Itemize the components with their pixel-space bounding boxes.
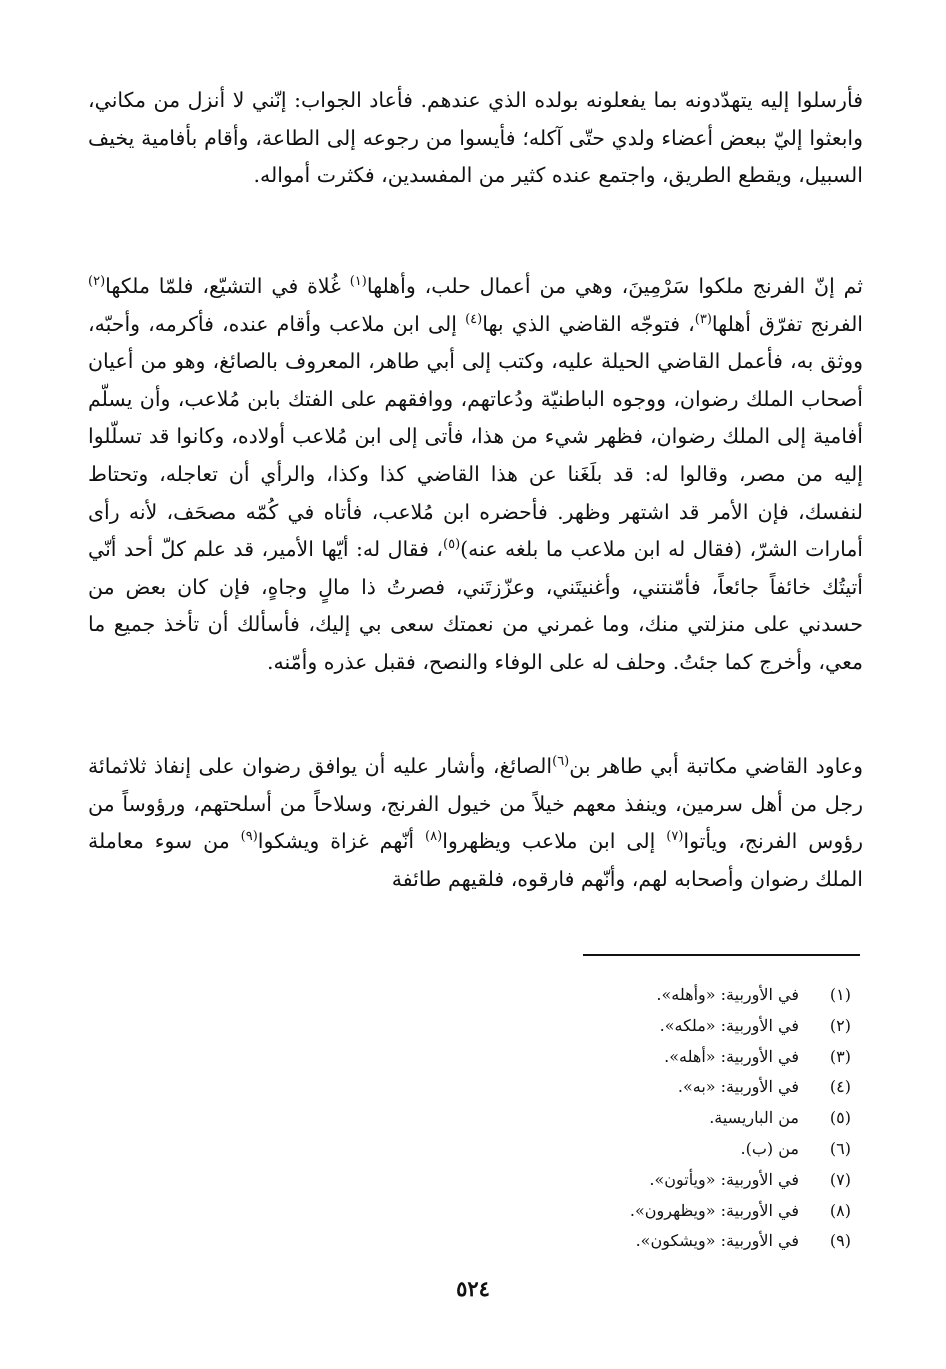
text-run: ، فتوجّه القاضي الذي بها	[482, 311, 695, 336]
footnote-text: في الأوربية: «ويشكون».	[635, 1231, 799, 1251]
paragraph-text	[88, 748, 863, 898]
text-run: إلى ابن ملاعب وأقام عنده، فأكرمه، وأحبّه، ووثق به، فأعمل القاضي الحيلة عليه، وكتب إلى أبي طاهر، المعروف بالصائغ، وهو من أعيان أصحاب الملك رضوان، ووجوه الباطنيّة ودُعاتهم، ووافقهم على الفتك بابن مُلاعب، وأن يسلّم أفامية إلى الملك رضوان، فظهر شيء من هذا، فأتى إلى ابن مُلاعب أولاده، وكانوا قد تسلّلوا إليه من مصر، وقالوا له: قد بلَغَنا عن هذا القاضي كذا وكذا، والرأي أن تعاجله، وتحتاط لنفسك، فإن الأمر قد اشتهر وظهر. فأحضره ابن مُلاعب، فأتاه في كُمّه مصحَف، لأنه رأى أمارات الشرّ، (فقال له ابن ملاعب ما بلغه عنه)	[88, 311, 863, 562]
footnote-marker: (٤)	[465, 311, 483, 327]
footnote-text: في الأوربية: «ملكه».	[659, 1015, 799, 1035]
paragraph-text	[88, 268, 863, 682]
text-run: الفرنج تفرّق أهلها	[711, 311, 864, 336]
footnote-number: (٥)	[829, 1108, 851, 1128]
footnote-number: (١)	[829, 985, 851, 1004]
footnote-item	[451, 1226, 851, 1257]
footnote-item	[451, 1196, 851, 1227]
body-paragraph-1	[88, 82, 863, 195]
footnote-item	[451, 980, 851, 1011]
footnote-text: في الأوربية: «ويظهرون».	[629, 1200, 799, 1220]
footnote-text: في الأوربية: «أهله».	[664, 1046, 799, 1066]
footnote-text: في الأوربية: «وأهله».	[656, 985, 799, 1004]
footnote-item	[451, 1134, 851, 1165]
text-run: أنّهم غزاة ويشكوا	[257, 829, 426, 854]
body-paragraph-3	[88, 748, 863, 898]
footnote-number: (٧)	[829, 1169, 851, 1189]
footnote-item	[451, 1103, 851, 1134]
text-run: ، فقال له: أيّها الأمير، قد علم كلّ أحد أنّي أتيتُك خائفاً جائعاً، فأمّنتني، وأغنيتَني، وعزّزتَني، فصرتُ ذا مالٍ وجاهٍ، فإن كان بعض من حسدني على منزلتي منك، وما غمرني من نعمتك سعى بي إليك، فأسألك أن تأخذ جميع ما معي، وأخرج كما جئتُ. وحلف له على الوفاء والنصح، فقبل عذره وأمّنه.	[88, 537, 863, 674]
footnote-number: (٣)	[829, 1046, 851, 1066]
footnote-text: في الأوربية: «ويأتون».	[649, 1169, 799, 1189]
footnotes-list	[451, 980, 851, 1257]
text-run: من سوء معاملة الملك رضوان وأصحابه لهم، وأنّهم فارقوه، فلقيهم طائفة	[88, 829, 863, 891]
footnote-marker: (٨)	[425, 829, 443, 845]
footnote-divider	[583, 954, 860, 956]
footnote-text: في الأوربية: «به».	[677, 1077, 799, 1097]
footnote-item	[451, 1072, 851, 1103]
footnote-number: (٤)	[829, 1077, 851, 1097]
footnote-marker: (٢)	[88, 274, 106, 290]
text-run: إلى ابن ملاعب ويظهروا	[442, 829, 667, 854]
footnote-marker: (٣)	[694, 311, 712, 327]
footnote-marker: (٥)	[443, 537, 461, 553]
footnote-item	[451, 1165, 851, 1196]
text-run: وعاود القاضي مكاتبة أبي طاهر بن	[569, 754, 864, 778]
footnote-number: (٩)	[829, 1231, 851, 1251]
footnote-number: (٢)	[829, 1015, 851, 1035]
text-run: غُلاة في التشيّع، فلمّا ملكها	[105, 274, 350, 298]
footnote-item	[451, 1011, 851, 1042]
text-run: فأرسلوا إليه يتهدّدونه بما يفعلونه بولده الذي عندهم. فأعاد الجواب: إنّني لا أنزل من مكاني، وابعثوا إليّ ببعض أعضاء ولدي حتّى آكله؛ فأيسوا من رجوعه إلى الطاعة، وأقام بأفامية يخيف السبيل، ويقطع الطريق، واجتمع عنده كثير من المفسدين، فكثرت أمواله.	[88, 88, 863, 188]
footnote-marker: (٩)	[240, 829, 258, 845]
footnote-text: من (ب).	[740, 1138, 799, 1158]
footnote-number: (٦)	[829, 1138, 851, 1158]
footnote-number: (٨)	[829, 1200, 851, 1220]
text-run: الصائغ، وأشار عليه أن يوافق رضوان على إنفاذ ثلاثمائة رجل من أهل سرمين، وينفذ معهم خيلاً من خيول الفرنج، وسلاحاً من أسلحتهم، ورؤوساً من رؤوس الفرنج، ويأتوا	[88, 754, 864, 854]
page-number: ٥٢٤	[456, 1276, 490, 1301]
body-paragraph-2	[88, 268, 863, 682]
footnote-item	[451, 1042, 851, 1073]
footnote-marker: (٧)	[666, 829, 684, 845]
footnote-marker: (٦)	[552, 754, 570, 770]
footnote-text: من الباريسية.	[709, 1108, 799, 1128]
text-run: ثم إنّ الفرنج ملكوا سَرْمِينَ، وهي من أعمال حلب، وأهلها	[366, 274, 863, 298]
paragraph-text	[88, 82, 863, 195]
footnote-marker: (١)	[349, 274, 367, 290]
